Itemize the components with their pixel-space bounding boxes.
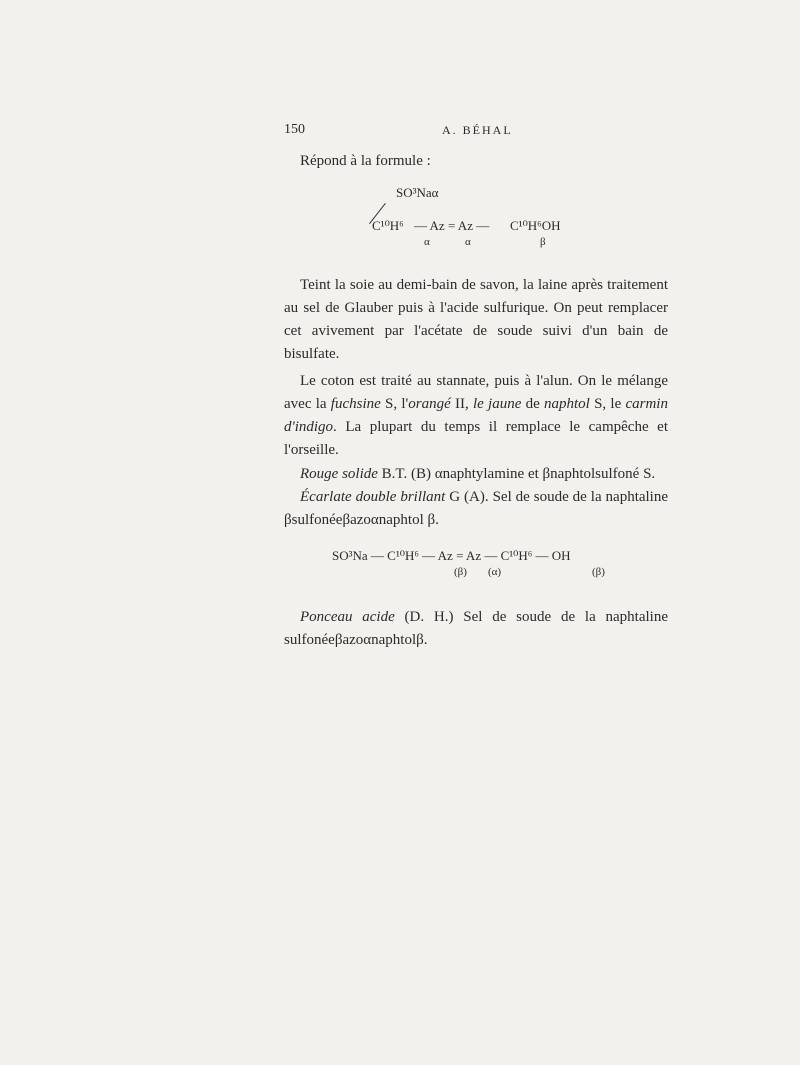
para2-end: . La plupart du temps il remplace le campêche et l'orseille. [284,419,668,458]
running-head: A. BÉHAL [442,123,513,137]
formula1-beta: β [540,236,546,248]
page-number: 150 [284,122,305,137]
paragraph-1: Teint la soie au demi-bain de savon, la laine après traitement au sel de Glauber puis à l'acide sulfurique. On peut remplacer cet avivement par l'acétate de soude suivi d'un bain de bisulfate. [284,277,668,362]
formula1-main-right: C¹⁰H⁶OH [510,218,561,233]
paragraph-3 [284,463,668,486]
formula-1 [284,185,668,260]
para3-rest: B.T. (B) αnaphtylamine et βnaphtolsulfoné S. [377,466,656,482]
para2-s4: S, le [589,396,626,412]
formula2-alpha: (α) [488,566,502,578]
intro-line: Répond à la formule : [300,153,431,169]
paragraph-5 [284,606,668,652]
para2-carmin: carmin d'indigo [284,396,668,435]
para2-jaune: le jaune [472,396,522,412]
para4-title: Écarlate double brillant [300,489,446,505]
para2-naphtol: naphtol [544,396,590,412]
formula2-line: SO³Na — C¹⁰H⁶ — Az = Az — C¹⁰H⁶ — OH [332,548,571,563]
para2-fuchsine: fuchsine [330,396,381,412]
formula1-alpha-1: α [424,236,430,248]
para2-s1: S, l' [380,396,409,412]
paragraph-4 [284,486,668,532]
formula1-dash: — Az = Az — [414,218,490,233]
para2-orange: orangé [408,396,451,412]
para2-s3: de [521,396,544,412]
formula1-alpha-2: α [465,236,471,248]
para2-s2: II, [450,396,473,412]
para3-title: Rouge solide [300,466,378,482]
para2-start: Le coton est traité au stannate, puis à l'alun. On le mélange avec la [284,373,668,412]
formula2-beta-2: (β) [592,566,605,578]
formula1-main-left: C¹⁰H⁶ [372,218,404,233]
formula1-top: SO³Naα [396,185,439,200]
formula2-beta-1: (β) [454,566,467,578]
formula-2 [284,548,668,588]
para5-rest: (D. H.) Sel de soude de la naphtaline sulfonéeβazoαnaphtolβ. [284,609,668,648]
para4-rest: G (A). Sel de soude de la naphtaline βsulfonéeβazoαnaphtol β. [284,489,669,528]
paragraph-2 [284,370,668,462]
para5-title: Ponceau acide [300,609,395,625]
page-header [284,122,666,142]
